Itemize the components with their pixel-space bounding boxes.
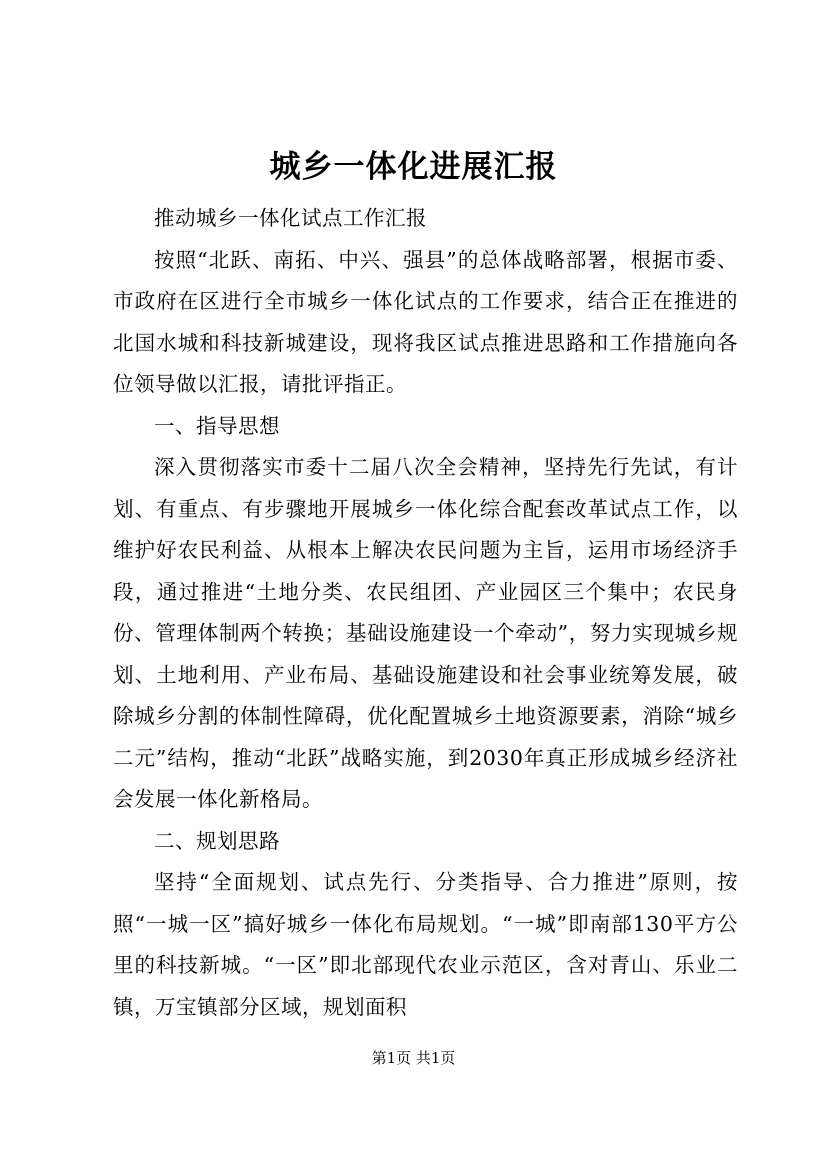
- document-body: [113, 198, 738, 1028]
- page-footer: 第1页 共1页: [371, 1049, 456, 1067]
- paragraph-intro: 按照“北跃、南拓、中兴、强县”的总体战略部署，根据市委、市政府在区进行全市城乡一体化试点的工作要求，结合正在推进的北国水城和科技新城建设，现将我区试点推进思路和工作措施向各位领导做以汇报，请批评指正。: [113, 247, 738, 396]
- paragraph-guiding-thought: 深入贯彻落实市委十二届八次全会精神，坚持先行先试，有计划、有重点、有步骤地开展城乡一体化综合配套改革试点工作，以维护好农民利益、从根本上解决农民问题为主旨，运用市场经济手段，通过推进“土地分类、农民组团、产业园区三个集中；农民身份、管理体制两个转换；基础设施建设一个牵动”，努力实现城乡规划、土地利用、产业布局、基础设施建设和社会事业统筹发展，破除城乡分割的体制性障碍，优化配置城乡土地资源要素，消除“城乡二元”结构，推动“北跃”战略实施，到2030年真正形成城乡经济社会发展一体化新格局。: [113, 455, 738, 811]
- section-heading-planning: 二、规划思路: [154, 828, 280, 853]
- paragraph-planning: 坚持“全面规划、试点先行、分类指导、合力推进”原则，按照“一城一区”搞好城乡一体化布局规划。“一城”即南部130平方公里的科技新城。“一区”即北部现代农业示范区，含对青山、乐业二镇，万宝镇部分区域，规划面积: [113, 870, 738, 1019]
- paragraph-subtitle: 推动城乡一体化试点工作汇报: [154, 206, 427, 230]
- section-heading-guiding-thought: 一、指导思想: [154, 413, 280, 438]
- document-title: 城乡一体化进展汇报: [269, 149, 558, 185]
